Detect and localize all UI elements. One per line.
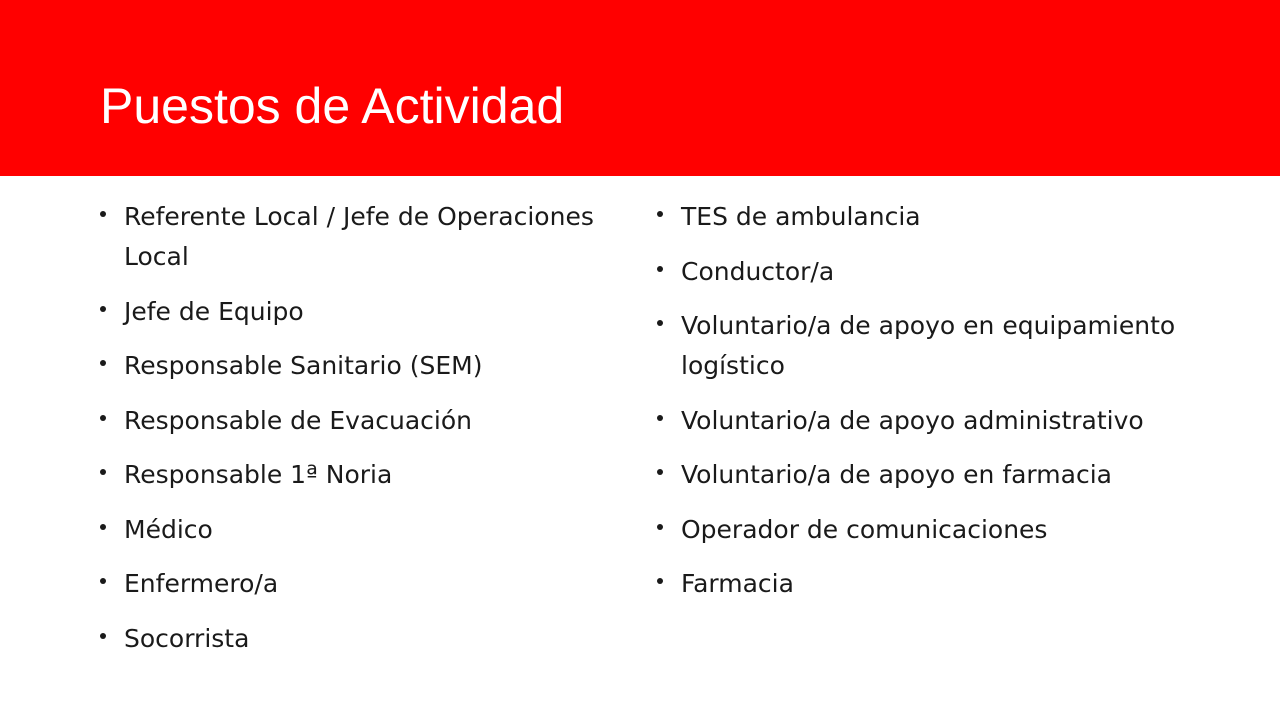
list-item-text: Operador de comunicaciones	[681, 514, 1048, 544]
bullet-icon	[100, 578, 106, 584]
list-item-text: Voluntario/a de apoyo administrativo	[681, 405, 1144, 435]
list-item	[100, 292, 640, 332]
list-item-text: Voluntario/a de apoyo en equipamiento logístico	[681, 311, 1176, 380]
bullet-icon	[100, 360, 106, 366]
bullet-icon	[657, 524, 663, 530]
list-item	[100, 510, 640, 550]
list-item	[657, 401, 1267, 441]
right-bullet-list	[657, 197, 1267, 619]
list-item-text: Responsable 1ª Noria	[124, 460, 393, 489]
list-item	[100, 197, 640, 277]
bullet-icon	[100, 633, 106, 639]
list-item-text: Jefe de Equipo	[124, 296, 304, 326]
bullet-icon	[100, 469, 106, 475]
bullet-icon	[657, 415, 663, 421]
bullet-icon	[657, 211, 663, 217]
bullet-icon	[100, 524, 106, 530]
list-item-text: Médico	[124, 514, 213, 544]
list-item	[657, 510, 1267, 550]
list-item	[100, 401, 640, 441]
list-item-text: Responsable de Evacuación	[124, 405, 472, 435]
list-item-text: Farmacia	[681, 569, 794, 598]
list-item	[100, 346, 640, 386]
list-item-text: Voluntario/a de apoyo en farmacia	[681, 460, 1112, 489]
bullet-icon	[657, 320, 663, 326]
list-item	[100, 619, 640, 659]
list-item-text: Responsable Sanitario (SEM)	[124, 351, 483, 380]
bullet-icon	[657, 469, 663, 475]
bullet-icon	[100, 306, 106, 312]
list-item	[657, 252, 1267, 292]
slide-title: Puestos de Actividad	[100, 78, 565, 134]
title-band	[0, 0, 1280, 176]
list-item	[657, 455, 1267, 495]
list-item-text: TES de ambulancia	[681, 202, 921, 231]
left-bullet-list	[100, 197, 640, 673]
bullet-icon	[657, 578, 663, 584]
list-item-text: Socorrista	[124, 623, 250, 653]
bullet-icon	[100, 211, 106, 217]
list-item-text: Referente Local / Jefe de Operaciones Local	[124, 202, 594, 271]
list-item-text: Conductor/a	[681, 256, 835, 286]
list-item	[657, 197, 1267, 237]
bullet-icon	[100, 415, 106, 421]
list-item	[657, 564, 1267, 604]
list-item	[100, 564, 640, 604]
list-item-text: Enfermero/a	[124, 569, 279, 598]
list-item	[100, 455, 640, 495]
list-item	[657, 306, 1267, 386]
bullet-icon	[657, 266, 663, 272]
